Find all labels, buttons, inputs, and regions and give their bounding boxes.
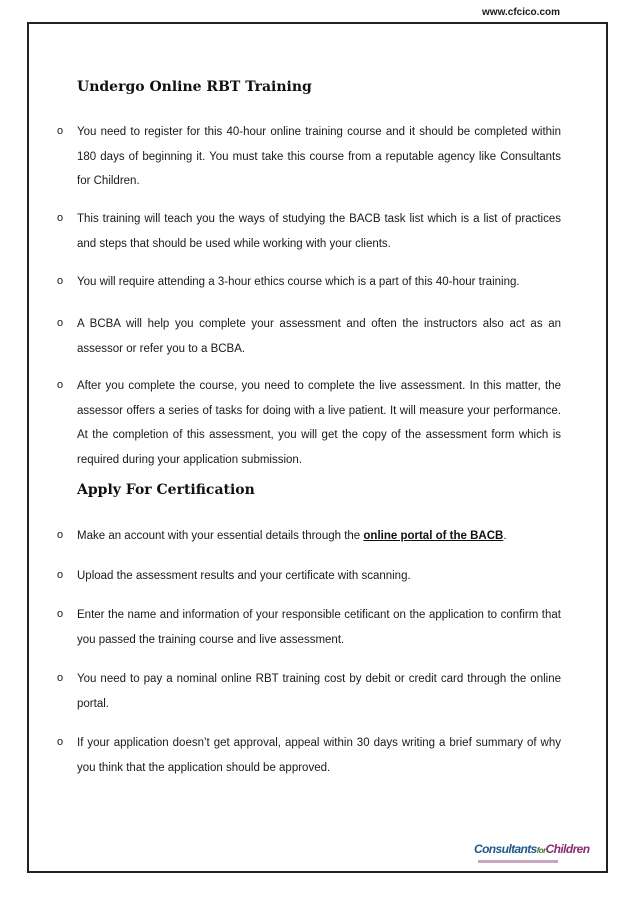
section-heading-apply-certification: Apply For Certification [77, 482, 255, 498]
bullet-marker: o [57, 317, 64, 329]
consultants-for-children-logo [474, 840, 590, 866]
bullet-marker: o [57, 569, 64, 581]
logo-tagline-bar [478, 860, 558, 863]
logo-wordmark: ConsultantsforChildren [474, 842, 590, 856]
bullet-text: You will require attending a 3-hour ethics course which is a part of this 40-hour training. [77, 276, 520, 288]
section-heading-rbt-training: Undergo Online RBT Training [77, 79, 312, 95]
bullet-text: Enter the name and information of your responsible cetificant on the application to confirm that you passed the training course and live assessment. [77, 609, 561, 646]
bullet-text-after: . [503, 530, 507, 542]
bullet-marker: o [57, 672, 64, 684]
bullet-marker: o [57, 212, 64, 224]
bullet-marker: o [57, 125, 64, 137]
bullet-marker: o [57, 529, 64, 541]
bullet-text-before: Make an account with your essential details through the [77, 530, 364, 542]
bullet-text: This training will teach you the ways of studying the BACB task list which is a list of practices and steps that should be used while working with your clients. [77, 213, 561, 250]
bullet-text: If your application doesn’t get approval, appeal within 30 days writing a brief summary of why you think that the application should be approved. [77, 737, 561, 774]
bullet-marker: o [57, 608, 64, 620]
bullet-marker: o [57, 379, 64, 391]
bullet-text: Upload the assessment results and your certificate with scanning. [77, 570, 411, 582]
bullet-text: After you complete the course, you need to complete the live assessment. In this matter, the assessor offers a series of tasks for doing with a live patient. It will measure your performance. At the completion of this assessment, you will get the copy of the assessment form which is required during your application submission. [77, 380, 561, 466]
site-url[interactable]: www.cfcico.com [482, 7, 560, 18]
bacb-portal-link[interactable]: online portal of the BACB [363, 530, 504, 542]
bullet-text: You need to register for this 40-hour online training course and it should be completed within 180 days of beginning it. You must take this course from a reputable agency like Consultants for Children. [77, 126, 561, 187]
bullet-marker: o [57, 275, 64, 287]
bullet-text: You need to pay a nominal online RBT training cost by debit or credit card through the online portal. [77, 673, 561, 710]
bullet-text [77, 524, 561, 549]
bullet-text: A BCBA will help you complete your assessment and often the instructors also act as an assessor or refer you to a BCBA. [77, 318, 561, 355]
bullet-marker: o [57, 736, 64, 748]
